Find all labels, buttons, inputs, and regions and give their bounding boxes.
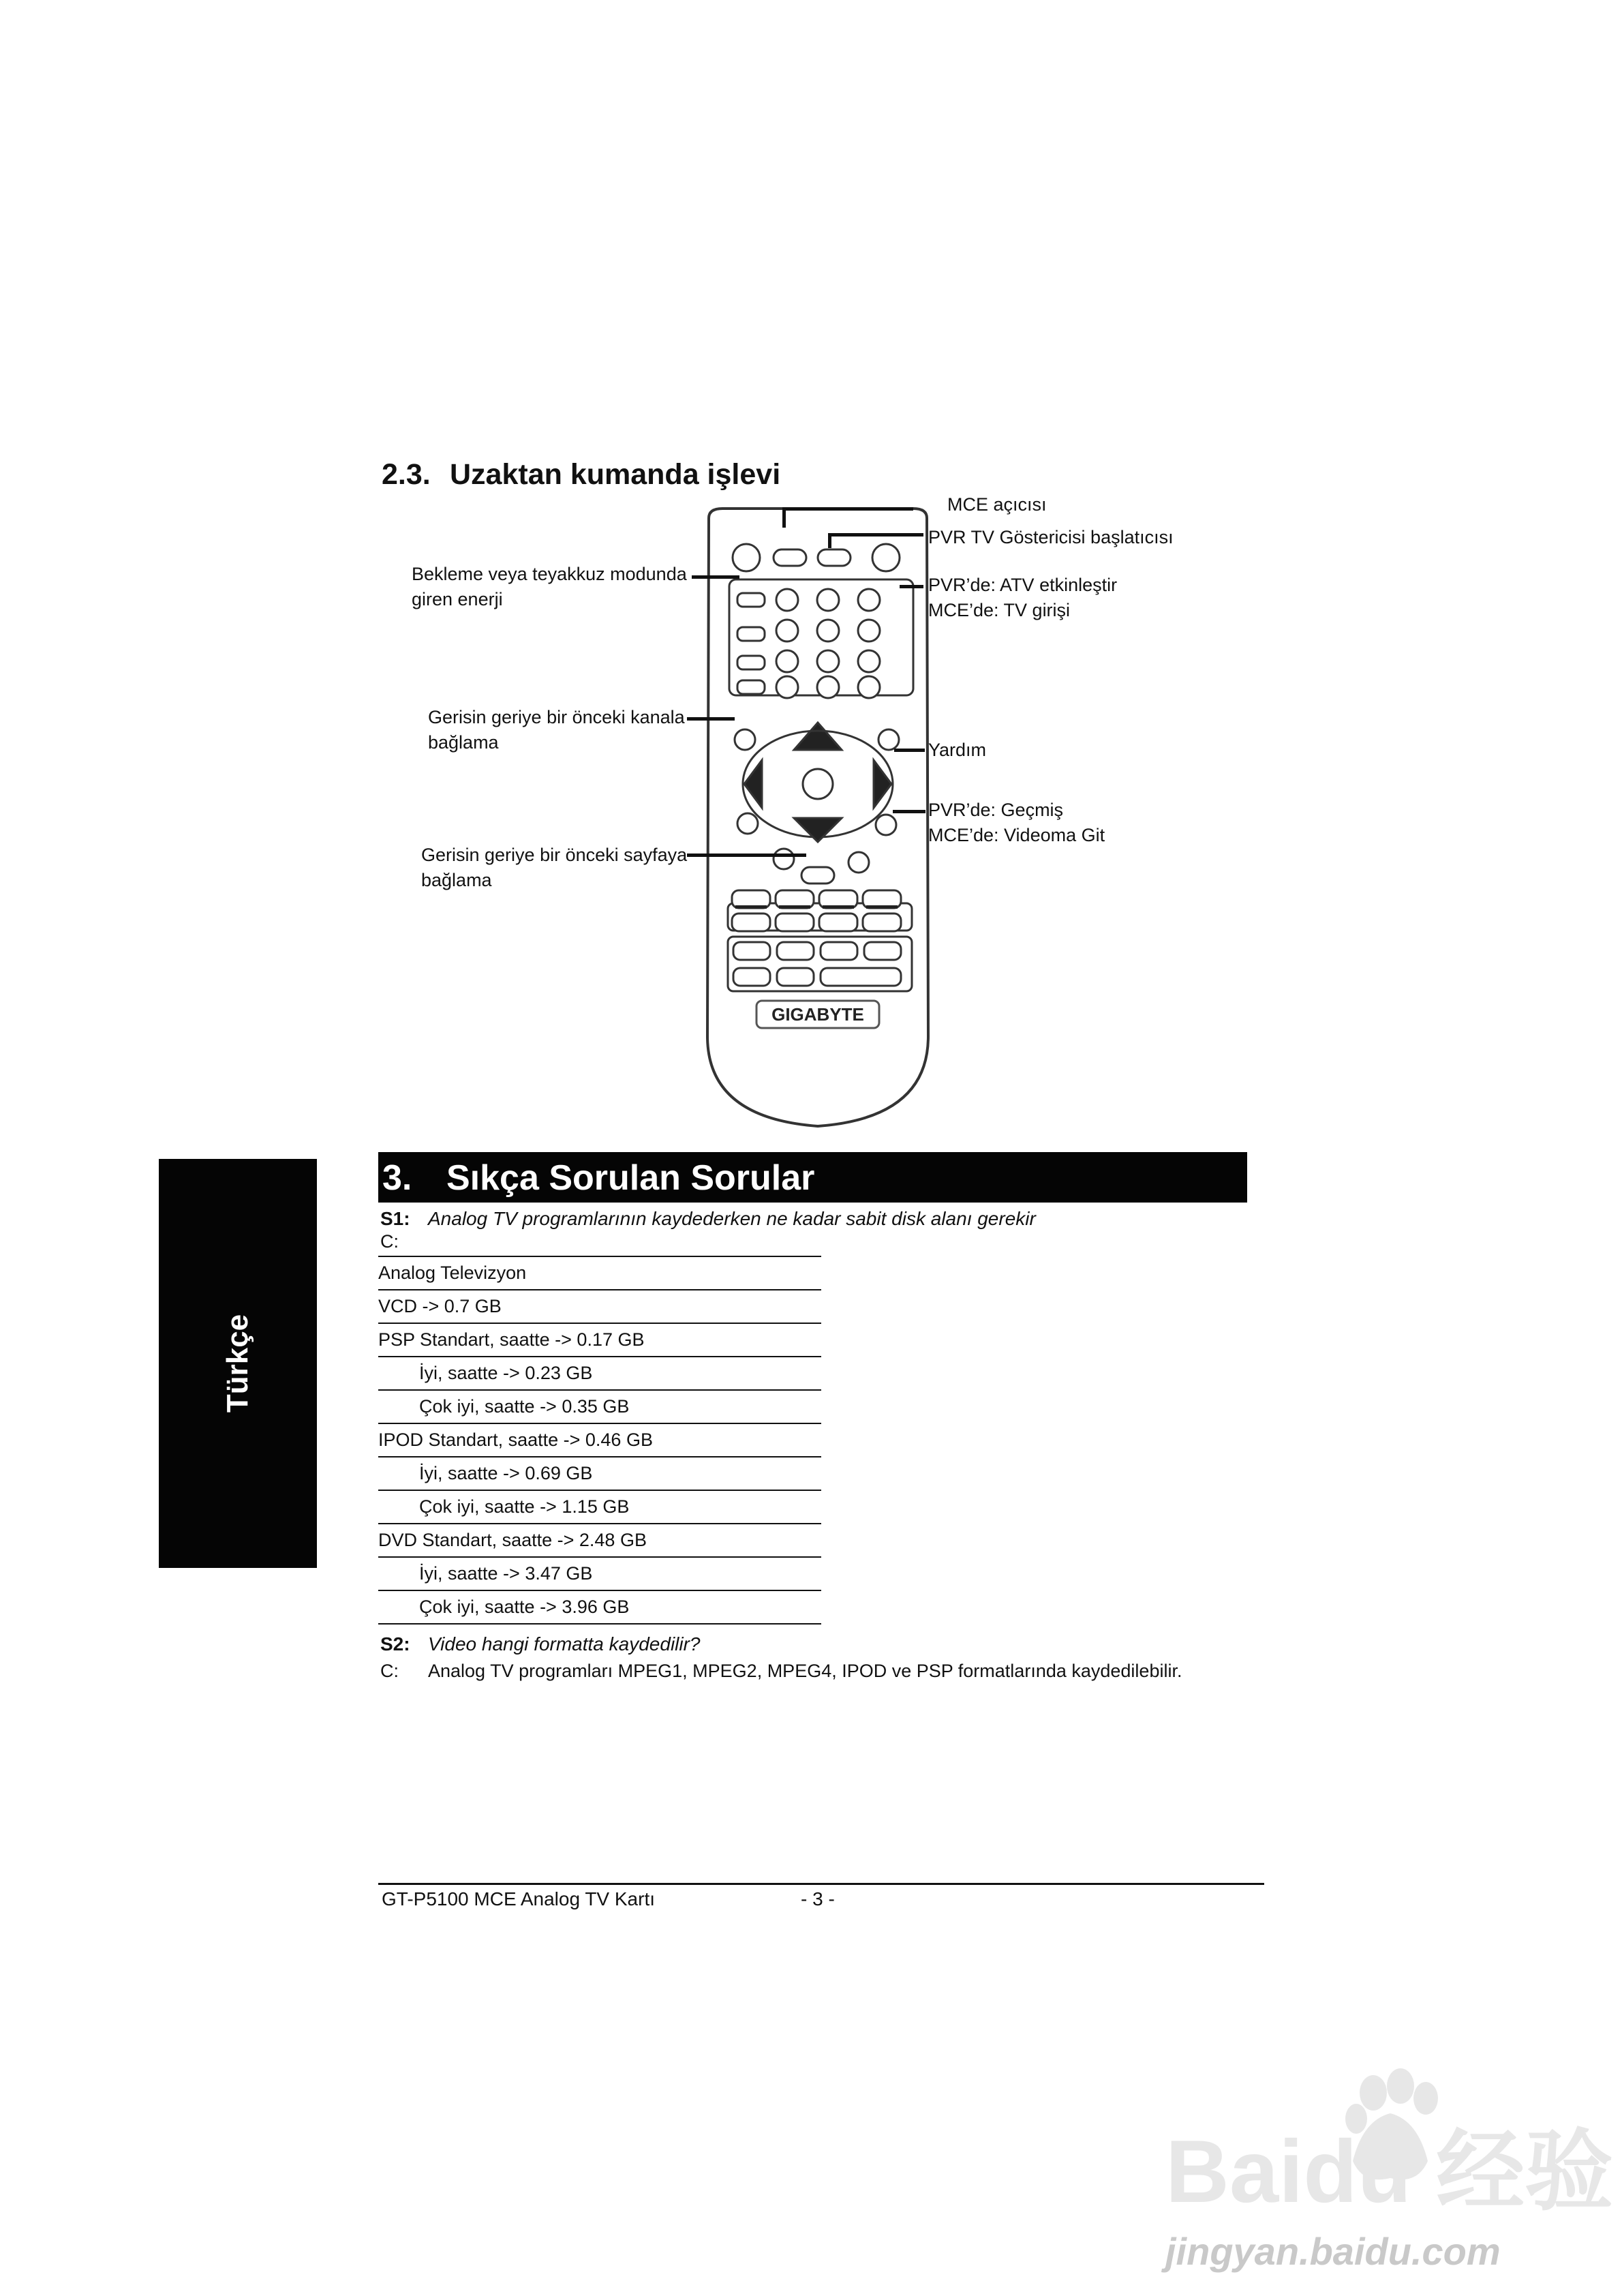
table-row: Çok iyi, saatte -> 3.96 GB [378, 1591, 821, 1625]
watermark-brand: Baidu 经验 [1165, 2121, 1614, 2221]
table-row: DVD Standart, saatte -> 2.48 GB [378, 1524, 821, 1558]
footer-product: GT-P5100 MCE Analog TV Kartı [382, 1888, 656, 1909]
answer-2 [380, 1661, 1182, 1682]
callout-pvr-launcher: PVR TV Göstericisi başlatıcısı [928, 527, 1174, 547]
callout-standby-line2: giren enerji [412, 589, 503, 609]
callout-prev-page-line2: bağlama [421, 870, 492, 890]
footer-rule [378, 1883, 1264, 1885]
section-title: Uzaktan kumanda işlevi [450, 458, 781, 491]
question-2 [380, 1633, 701, 1655]
table-row: İyi, saatte -> 3.47 GB [378, 1558, 821, 1591]
callout-prev-channel-line2: bağlama [428, 732, 499, 753]
callout-pvr-atv [928, 573, 1117, 623]
callout-standby [412, 562, 687, 612]
info-key [878, 729, 899, 750]
table-row: Çok iyi, saatte -> 1.15 GB [378, 1491, 821, 1524]
callout-prev-page [421, 843, 687, 893]
power-icon [733, 544, 760, 571]
callout-pvr-atv-line1: PVR’de: ATV etkinleştir [928, 575, 1118, 595]
callout-history-line2: MCE’de: Videoma Git [928, 825, 1105, 845]
callout-mce-opener: MCE açıcısı [947, 494, 1047, 515]
answer-2-label: C: [380, 1661, 399, 1681]
language-side-tab [159, 1159, 317, 1568]
table-row: IPOD Standart, saatte -> 0.46 GB [378, 1424, 821, 1457]
question-1 [380, 1208, 1036, 1230]
table-row: İyi, saatte -> 0.23 GB [378, 1357, 821, 1391]
closed-caption-key [774, 849, 794, 869]
fullscreen-key [737, 813, 758, 834]
callout-standby-line1: Bekleme veya teyakkuz modunda [412, 564, 687, 584]
answer-1-label: C: [380, 1231, 399, 1252]
table-row: İyi, saatte -> 0.69 GB [378, 1457, 821, 1491]
callout-prev-page-line1: Gerisin geriye bir önceki sayfaya [421, 845, 688, 865]
brand-logo: GIGABYTE [771, 1004, 864, 1025]
mute-key [735, 729, 755, 750]
tv-key [872, 544, 900, 571]
section-heading [382, 458, 780, 492]
watermark-url: jingyan.baidu.com [1165, 2230, 1501, 2273]
question-2-text: Video hangi formatta kaydedilir? [428, 1633, 701, 1655]
footer-page-number: - 3 - [801, 1888, 835, 1909]
question-2-label: S2: [380, 1633, 410, 1655]
pvr-key [818, 549, 851, 566]
back-key [801, 867, 834, 883]
ok-key [803, 769, 833, 799]
table-row: PSP Standart, saatte -> 0.17 GB [378, 1324, 821, 1357]
callout-history [928, 798, 1105, 848]
table-row: Çok iyi, saatte -> 0.35 GB [378, 1391, 821, 1424]
callout-history-line1: PVR’de: Geçmiş [928, 800, 1064, 820]
baidu-watermark-logo [1159, 2066, 1614, 2229]
history-key [876, 815, 896, 835]
table-row: VCD -> 0.7 GB [378, 1290, 821, 1324]
faq-title: Sıkça Sorulan Sorular [446, 1158, 815, 1198]
remote-control-illustration [682, 504, 954, 1132]
callout-help: Yardım [928, 740, 987, 760]
callout-prev-channel-line1: Gerisin geriye bir önceki kanala [428, 707, 685, 727]
faq-number: 3. [382, 1158, 412, 1198]
faq-heading-bar [378, 1152, 1247, 1203]
section-number: 2.3. [382, 458, 431, 491]
callout-pvr-atv-line2: MCE’de: TV girişi [928, 600, 1071, 620]
question-1-text: Analog TV programlarının kaydederken ne kadar sabit disk alanı gerekir [428, 1208, 1036, 1229]
table-row: Analog Televizyon [378, 1257, 821, 1290]
storage-table [378, 1256, 821, 1625]
question-1-label: S1: [380, 1208, 410, 1229]
answer-2-text: Analog TV programları MPEG1, MPEG2, MPEG4, IPOD ve PSP formatlarında kaydedilebilir. [428, 1661, 1182, 1681]
fm-key [848, 852, 869, 873]
language-label: Türkçe [221, 1314, 254, 1413]
callout-prev-channel [428, 705, 685, 755]
mce-key [774, 549, 806, 566]
